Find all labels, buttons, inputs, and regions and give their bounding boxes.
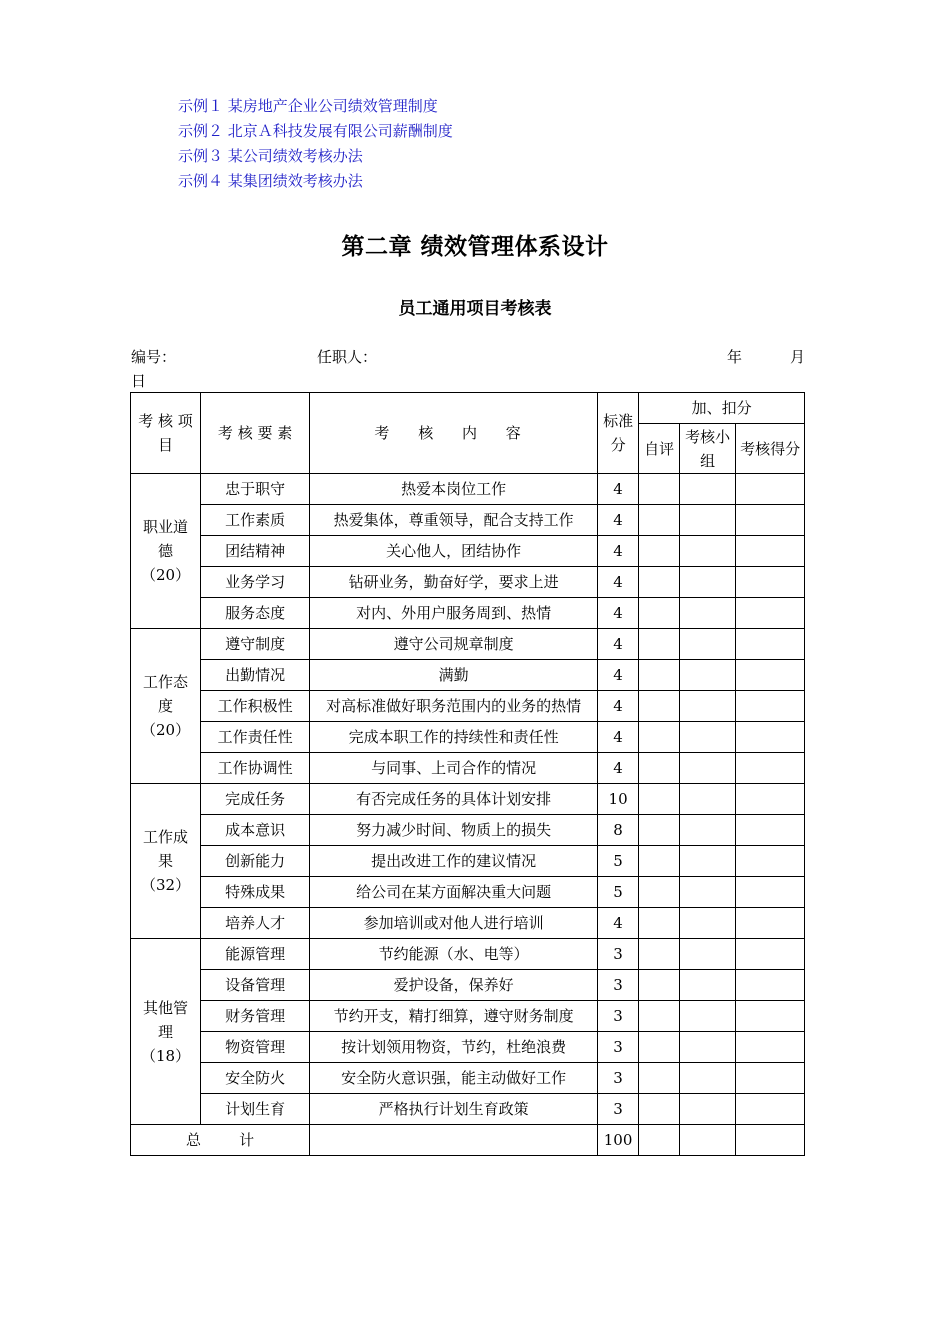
element-cell: 培养人才 — [201, 908, 310, 939]
standard-score-cell: 5 — [598, 877, 639, 908]
self-eval-cell[interactable] — [639, 908, 680, 939]
final-score-cell[interactable] — [736, 660, 805, 691]
table-row — [131, 1063, 805, 1094]
standard-score-cell: 3 — [598, 1063, 639, 1094]
element-cell: 物资管理 — [201, 1032, 310, 1063]
standard-score-cell: 3 — [598, 1094, 639, 1125]
self-eval-cell[interactable] — [639, 567, 680, 598]
standard-score-cell: 3 — [598, 1001, 639, 1032]
header-item: 考 核 项 目 — [131, 393, 201, 474]
table-row — [131, 970, 805, 1001]
chapter-title: 第二章 绩效管理体系设计 — [341, 233, 609, 260]
self-eval-cell[interactable] — [639, 846, 680, 877]
table-row — [131, 691, 805, 722]
group-eval-cell[interactable] — [680, 722, 736, 753]
element-cell: 计划生育 — [201, 1094, 310, 1125]
self-eval-cell[interactable] — [639, 784, 680, 815]
table-row — [131, 908, 805, 939]
group-name: 工作成果（32） — [131, 784, 201, 939]
self-eval-cell[interactable] — [639, 629, 680, 660]
table-row — [131, 815, 805, 846]
group-eval-cell[interactable] — [680, 1094, 736, 1125]
group-eval-cell[interactable] — [680, 846, 736, 877]
final-score-cell[interactable] — [736, 598, 805, 629]
content-cell: 给公司在某方面解决重大问题 — [310, 877, 598, 908]
element-cell: 成本意识 — [201, 815, 310, 846]
element-cell: 忠于职守 — [201, 474, 310, 505]
table-row — [131, 536, 805, 567]
element-cell: 遵守制度 — [201, 629, 310, 660]
total-group-eval-cell[interactable] — [680, 1125, 736, 1156]
table-title: 员工通用项目考核表 — [398, 299, 552, 319]
group-eval-cell[interactable] — [680, 908, 736, 939]
example-links — [178, 94, 453, 194]
person-label: 任职人： — [317, 348, 378, 366]
group-eval-cell[interactable] — [680, 753, 736, 784]
self-eval-cell[interactable] — [639, 1001, 680, 1032]
group-eval-cell[interactable] — [680, 660, 736, 691]
table-row — [131, 474, 805, 505]
standard-score-cell: 4 — [598, 722, 639, 753]
group-eval-cell[interactable] — [680, 598, 736, 629]
table-row — [131, 753, 805, 784]
example-link-2[interactable]: 示例２ 北京Ａ科技发展有限公司薪酬制度 — [178, 122, 453, 140]
group-name: 工作态度（20） — [131, 629, 201, 784]
element-cell: 设备管理 — [201, 970, 310, 1001]
table-row — [131, 505, 805, 536]
header-score: 考核得分 — [736, 424, 805, 474]
final-score-cell[interactable] — [736, 1094, 805, 1125]
table-row — [131, 1032, 805, 1063]
group-name: 职业道德（20） — [131, 474, 201, 629]
standard-score-cell: 4 — [598, 691, 639, 722]
table-row — [131, 877, 805, 908]
self-eval-cell[interactable] — [639, 1094, 680, 1125]
final-score-cell[interactable] — [736, 722, 805, 753]
final-score-cell[interactable] — [736, 1063, 805, 1094]
final-score-cell[interactable] — [736, 939, 805, 970]
final-score-cell[interactable] — [736, 1032, 805, 1063]
content-cell: 满勤 — [310, 660, 598, 691]
group-eval-cell[interactable] — [680, 1063, 736, 1094]
group-eval-cell[interactable] — [680, 691, 736, 722]
standard-score-cell: 3 — [598, 970, 639, 1001]
standard-score-cell: 10 — [598, 784, 639, 815]
group-eval-cell[interactable] — [680, 815, 736, 846]
element-cell: 工作协调性 — [201, 753, 310, 784]
content-cell: 安全防火意识强，能主动做好工作 — [310, 1063, 598, 1094]
final-score-cell[interactable] — [736, 629, 805, 660]
total-row — [131, 1125, 805, 1156]
group-eval-cell[interactable] — [680, 877, 736, 908]
final-score-cell[interactable] — [736, 474, 805, 505]
standard-score-cell: 4 — [598, 567, 639, 598]
content-cell: 热爱集体，尊重领导，配合支持工作 — [310, 505, 598, 536]
content-cell: 节约开支，精打细算，遵守财务制度 — [310, 1001, 598, 1032]
content-cell: 对高标准做好职务范围内的业务的热情 — [310, 691, 598, 722]
self-eval-cell[interactable] — [639, 505, 680, 536]
example-link-1[interactable]: 示例１ 某房地产企业公司绩效管理制度 — [178, 97, 438, 115]
standard-score-cell: 4 — [598, 474, 639, 505]
final-score-cell[interactable] — [736, 505, 805, 536]
content-cell: 爱护设备，保养好 — [310, 970, 598, 1001]
standard-score-cell: 4 — [598, 660, 639, 691]
standard-score-cell: 4 — [598, 629, 639, 660]
final-score-cell[interactable] — [736, 877, 805, 908]
standard-score-cell: 8 — [598, 815, 639, 846]
header-element: 考 核 要 素 — [201, 393, 310, 474]
final-score-cell[interactable] — [736, 753, 805, 784]
content-cell: 钻研业务，勤奋好学，要求上进 — [310, 567, 598, 598]
standard-score-cell: 4 — [598, 505, 639, 536]
content-cell: 完成本职工作的持续性和责任性 — [310, 722, 598, 753]
total-score: 100 — [598, 1125, 639, 1156]
self-eval-cell[interactable] — [639, 722, 680, 753]
self-eval-cell[interactable] — [639, 970, 680, 1001]
total-content-cell — [310, 1125, 598, 1156]
header-group: 考核小组 — [680, 424, 736, 474]
self-eval-cell[interactable] — [639, 691, 680, 722]
content-cell: 对内、外用户服务周到、热情 — [310, 598, 598, 629]
content-cell: 努力减少时间、物质上的损失 — [310, 815, 598, 846]
standard-score-cell: 3 — [598, 939, 639, 970]
self-eval-cell[interactable] — [639, 1032, 680, 1063]
group-eval-cell[interactable] — [680, 1001, 736, 1032]
table-header-row — [131, 393, 805, 424]
table-row — [131, 1001, 805, 1032]
content-cell: 与同事、上司合作的情况 — [310, 753, 598, 784]
self-eval-cell[interactable] — [639, 598, 680, 629]
header-adjust: 加、扣分 — [639, 393, 805, 424]
group-eval-cell[interactable] — [680, 567, 736, 598]
year-label: 年 — [727, 348, 743, 366]
standard-score-cell: 4 — [598, 753, 639, 784]
final-score-cell[interactable] — [736, 691, 805, 722]
final-score-cell[interactable] — [736, 908, 805, 939]
element-cell: 财务管理 — [201, 1001, 310, 1032]
table-row — [131, 1094, 805, 1125]
example-link-3[interactable]: 示例３ 某公司绩效考核办法 — [178, 147, 363, 165]
content-cell: 有否完成任务的具体计划安排 — [310, 784, 598, 815]
total-final-score-cell[interactable] — [736, 1125, 805, 1156]
group-eval-cell[interactable] — [680, 629, 736, 660]
group-eval-cell[interactable] — [680, 505, 736, 536]
element-cell: 安全防火 — [201, 1063, 310, 1094]
group-eval-cell[interactable] — [680, 1032, 736, 1063]
final-score-cell[interactable] — [736, 846, 805, 877]
table-row — [131, 939, 805, 970]
element-cell: 服务态度 — [201, 598, 310, 629]
element-cell: 工作责任性 — [201, 722, 310, 753]
element-cell: 能源管理 — [201, 939, 310, 970]
self-eval-cell[interactable] — [639, 536, 680, 567]
table-row — [131, 846, 805, 877]
group-eval-cell[interactable] — [680, 939, 736, 970]
content-cell: 严格执行计划生育政策 — [310, 1094, 598, 1125]
content-cell: 节约能源（水、电等） — [310, 939, 598, 970]
standard-score-cell: 4 — [598, 536, 639, 567]
standard-score-cell: 3 — [598, 1032, 639, 1063]
standard-score-cell: 4 — [598, 598, 639, 629]
table-row — [131, 598, 805, 629]
self-eval-cell[interactable] — [639, 815, 680, 846]
number-label: 编号： — [131, 348, 177, 366]
example-link-4[interactable]: 示例４ 某集团绩效考核办法 — [178, 172, 363, 190]
content-cell: 关心他人，团结协作 — [310, 536, 598, 567]
content-cell: 按计划领用物资，节约，杜绝浪费 — [310, 1032, 598, 1063]
element-cell: 团结精神 — [201, 536, 310, 567]
total-label: 总 计 — [131, 1125, 310, 1156]
content-cell: 参加培训或对他人进行培训 — [310, 908, 598, 939]
content-cell: 遵守公司规章制度 — [310, 629, 598, 660]
table-row — [131, 567, 805, 598]
header-standard: 标准分 — [598, 393, 639, 474]
self-eval-cell[interactable] — [639, 660, 680, 691]
table-row — [131, 629, 805, 660]
element-cell: 业务学习 — [201, 567, 310, 598]
total-self-eval-cell[interactable] — [639, 1125, 680, 1156]
table-row — [131, 660, 805, 691]
element-cell: 工作积极性 — [201, 691, 310, 722]
self-eval-cell[interactable] — [639, 877, 680, 908]
header-content: 考 核 内 容 — [310, 393, 598, 474]
content-cell: 热爱本岗位工作 — [310, 474, 598, 505]
final-score-cell[interactable] — [736, 784, 805, 815]
self-eval-cell[interactable] — [639, 1063, 680, 1094]
group-eval-cell[interactable] — [680, 536, 736, 567]
final-score-cell[interactable] — [736, 1001, 805, 1032]
content-cell: 提出改进工作的建议情况 — [310, 846, 598, 877]
self-eval-cell[interactable] — [639, 939, 680, 970]
header-self: 自评 — [639, 424, 680, 474]
element-cell: 创新能力 — [201, 846, 310, 877]
table-row — [131, 722, 805, 753]
element-cell: 出勤情况 — [201, 660, 310, 691]
day-label: 日 — [131, 372, 147, 390]
group-eval-cell[interactable] — [680, 970, 736, 1001]
group-eval-cell[interactable] — [680, 784, 736, 815]
element-cell: 完成任务 — [201, 784, 310, 815]
final-score-cell[interactable] — [736, 536, 805, 567]
standard-score-cell: 4 — [598, 908, 639, 939]
group-name: 其他管理（18） — [131, 939, 201, 1125]
group-eval-cell[interactable] — [680, 474, 736, 505]
element-cell: 特殊成果 — [201, 877, 310, 908]
element-cell: 工作素质 — [201, 505, 310, 536]
standard-score-cell: 5 — [598, 846, 639, 877]
self-eval-cell[interactable] — [639, 474, 680, 505]
month-label: 月 — [790, 348, 806, 366]
final-score-cell[interactable] — [736, 815, 805, 846]
assessment-table — [130, 392, 805, 1156]
self-eval-cell[interactable] — [639, 753, 680, 784]
table-row — [131, 784, 805, 815]
final-score-cell[interactable] — [736, 970, 805, 1001]
final-score-cell[interactable] — [736, 567, 805, 598]
